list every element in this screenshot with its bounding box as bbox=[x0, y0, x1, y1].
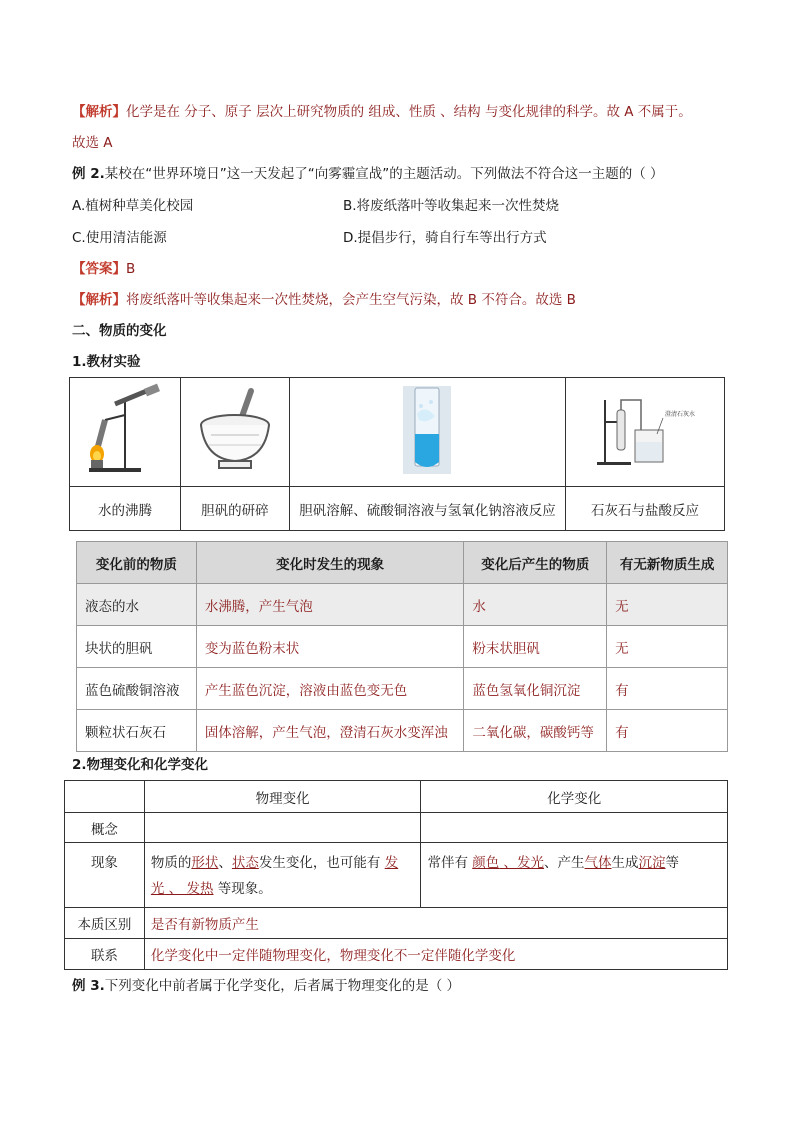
mortar-pestle-icon bbox=[195, 385, 275, 475]
answer-value: B bbox=[126, 261, 136, 277]
table-row bbox=[65, 843, 728, 908]
column-header: 有无新物质生成 bbox=[607, 542, 728, 584]
answer-tag: 【答案】 bbox=[72, 261, 126, 277]
chemical-phenomenon: 常伴有 颜色 、发光、产生气体生成沉淀等 bbox=[421, 843, 728, 908]
table-row bbox=[77, 584, 728, 626]
option-b: B.将废纸落叶等收集起来一次性焚烧 bbox=[343, 198, 560, 214]
analysis-tag: 【解析】 bbox=[72, 292, 126, 308]
column-header: 变化后产生的物质 bbox=[464, 542, 607, 584]
cell-after: 蓝色氢氧化铜沉淀 bbox=[464, 668, 607, 710]
row-label-concept: 概念 bbox=[65, 813, 145, 843]
caption-boiling: 水的沸腾 bbox=[70, 487, 181, 531]
table-header-row bbox=[77, 542, 728, 584]
table-row bbox=[65, 813, 728, 843]
physical-chemical-table bbox=[64, 780, 728, 970]
cell-before: 块状的胆矾 bbox=[77, 626, 197, 668]
example-label: 例 2. bbox=[72, 166, 105, 182]
cell-after: 二氧化碳，碳酸钙等 bbox=[464, 710, 607, 752]
blank-heat: 发热 bbox=[186, 881, 214, 897]
column-header: 变化时发生的现象 bbox=[196, 542, 464, 584]
example-3-question bbox=[72, 976, 460, 996]
cell-new-substance: 有 bbox=[607, 668, 728, 710]
subsection-title-2: 2.物理变化和化学变化 bbox=[72, 757, 209, 773]
question-text: 下列变化中前者属于化学变化，后者属于物理变化的是（ ） bbox=[104, 978, 461, 994]
cell-phenomenon: 固体溶解，产生气泡，澄清石灰水变浑浊 bbox=[196, 710, 464, 752]
test-tube-icon bbox=[397, 384, 457, 476]
mortar-image bbox=[180, 378, 289, 487]
table-row bbox=[65, 939, 728, 970]
question-text: 某校在“世界环境日”这一天发起了“向雾霾宣战”的主题活动。下列做法不符合这一主题的（ ） bbox=[104, 166, 664, 182]
cell-phenomenon: 水沸腾，产生气泡 bbox=[196, 584, 464, 626]
option-a: A.植树种草美化校园 bbox=[72, 198, 194, 214]
cell-before: 液态的水 bbox=[77, 584, 197, 626]
header-physical: 物理变化 bbox=[144, 781, 421, 813]
caption-grinding: 胆矾的研碎 bbox=[180, 487, 289, 531]
blank-light: 发 bbox=[384, 855, 399, 871]
caption-limestone: 石灰石与盐酸反应 bbox=[566, 487, 725, 531]
table-row bbox=[77, 710, 728, 752]
analysis-text: 化学是在 分子、原子 层次上研究物质的 组成、性质 、结构 与变化规律的科学。故 A 不属于。 bbox=[126, 104, 692, 120]
row-label-essence: 本质区别 bbox=[65, 908, 145, 939]
analysis-paragraph-1 bbox=[72, 102, 692, 122]
cell-after: 水 bbox=[464, 584, 607, 626]
analysis-paragraph-2 bbox=[72, 290, 576, 310]
cell-new-substance: 无 bbox=[607, 626, 728, 668]
table-row bbox=[77, 668, 728, 710]
table-header-row bbox=[65, 781, 728, 813]
limestone-apparatus-image bbox=[566, 378, 725, 487]
cell-new-substance: 有 bbox=[607, 710, 728, 752]
example-2-question bbox=[72, 164, 664, 184]
analysis-text: 将废纸落叶等收集起来一次性焚烧，会产生空气污染，故 B 不符合。故选 B bbox=[126, 292, 576, 308]
table-row bbox=[77, 626, 728, 668]
table-row bbox=[65, 908, 728, 939]
column-header: 变化前的物质 bbox=[77, 542, 197, 584]
answer-line bbox=[72, 259, 135, 279]
cell-before: 颗粒状石灰石 bbox=[77, 710, 197, 752]
section-title: 二、物质的变化 bbox=[72, 323, 167, 339]
blank-light: 发光 bbox=[517, 855, 545, 871]
boiling-apparatus-icon bbox=[75, 380, 175, 480]
cell-new-substance: 无 bbox=[607, 584, 728, 626]
change-table bbox=[76, 541, 728, 752]
blank-color: 颜色 bbox=[472, 855, 500, 871]
cell-after: 粉末状胆矾 bbox=[464, 626, 607, 668]
beaker-label: 澄清石灰水 bbox=[665, 411, 696, 418]
link-text: 化学变化中一定伴随物理变化，物理变化不一定伴随化学变化 bbox=[144, 939, 727, 970]
essence-text: 是否有新物质产生 bbox=[144, 908, 727, 939]
row-label-link: 联系 bbox=[65, 939, 145, 970]
option-c: C.使用清洁能源 bbox=[72, 230, 167, 246]
row-label-phenomenon: 现象 bbox=[65, 843, 145, 908]
example-label: 例 3. bbox=[72, 978, 105, 994]
cell-before: 蓝色硫酸铜溶液 bbox=[77, 668, 197, 710]
blank-state: 状态 bbox=[231, 855, 259, 871]
header-chemical: 化学变化 bbox=[421, 781, 728, 813]
blank-precipitate: 沉淀 bbox=[638, 855, 666, 871]
analysis-conclusion: 故选 A bbox=[72, 135, 113, 151]
cell-phenomenon: 产生蓝色沉淀，溶液由蓝色变无色 bbox=[196, 668, 464, 710]
blank-gas: 气体 bbox=[584, 855, 612, 871]
analysis-tag: 【解析】 bbox=[72, 104, 126, 120]
test-tube-image bbox=[289, 378, 565, 487]
subsection-title-1: 1.教材实验 bbox=[72, 354, 141, 370]
experiment-images-table bbox=[69, 377, 725, 531]
boiling-apparatus-image bbox=[70, 378, 181, 487]
limestone-apparatus-icon bbox=[585, 390, 705, 470]
option-d: D.提倡步行，骑自行车等出行方式 bbox=[343, 230, 547, 246]
physical-phenomenon: 物质的形状、状态发生变化，也可能有 发 光 、 发热 等现象。 bbox=[144, 843, 421, 908]
caption-copper-sulfate: 胆矾溶解、硫酸铜溶液与氢氧化钠溶液反应 bbox=[289, 487, 565, 531]
cell-phenomenon: 变为蓝色粉末状 bbox=[196, 626, 464, 668]
blank-shape: 形状 bbox=[191, 855, 219, 871]
